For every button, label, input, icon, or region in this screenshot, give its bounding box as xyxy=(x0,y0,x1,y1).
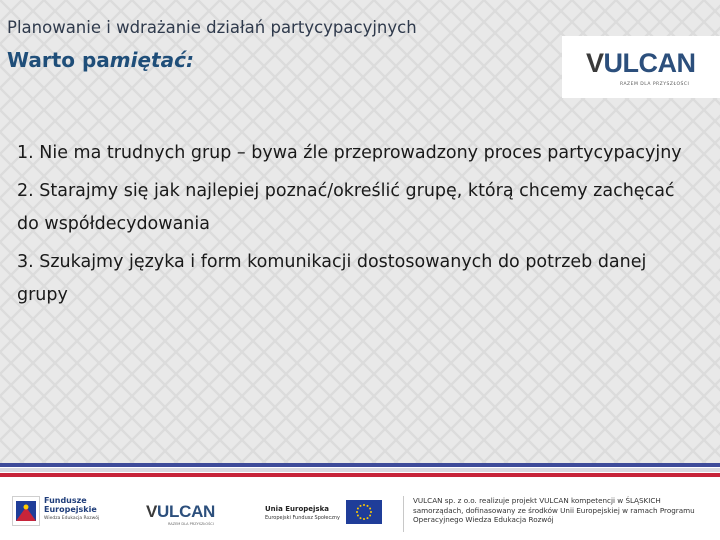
point-2: 2. Starajmy się jak najlepiej poznać/określić grupę, którą chcemy zachęcać do współdecydowania xyxy=(17,181,675,234)
project-note: VULCAN sp. z o.o. realizuje projekt VULCAN kompetencji w ŚLĄSKICH samorządach, dofinasowany ze środków Unii Europejskiej w ramach Programu Operacyjnego Wiedza Edukacja Rozwój xyxy=(413,496,695,524)
point-1: 1. Nie ma trudnych grup – bywa źle przeprowadzony proces partycypacyjny xyxy=(17,143,682,163)
slide-title-italic: miętać: xyxy=(109,48,194,72)
funds-europe-label: Fundusze Europejskie Wiedza Edukacja Rozwój xyxy=(44,496,100,521)
vulcan-logo-tagline: RAZEM DLA PRZYSZŁOŚCI xyxy=(620,82,690,87)
stripe-red xyxy=(0,473,720,477)
footer-stripes xyxy=(0,463,720,480)
point-3: 3. Szukajmy języka i form komunikacji dostosowanych do potrzeb danej grupy xyxy=(17,252,647,305)
vulcan-logo-wordmark: VULCAN xyxy=(586,48,696,78)
footer-vulcan-tagline: RAZEM DLA PRZYSZŁOŚCI xyxy=(168,522,214,526)
funds-europe-icon xyxy=(12,496,40,526)
eu-label: Unia Europejska Europejski Fundusz Społeczny xyxy=(265,505,340,521)
slide-title xyxy=(7,48,194,72)
eu-flag-icon xyxy=(346,500,382,524)
vulcan-logo xyxy=(562,36,720,98)
footer-divider xyxy=(403,496,404,532)
stripe-blue xyxy=(0,463,720,467)
footer-logos xyxy=(0,482,720,540)
footer-vulcan-logo: VULCAN xyxy=(146,502,216,521)
slide-title-plain: Warto pa xyxy=(7,48,110,72)
slide-subtitle: Planowanie i wdrażanie działań partycypacyjnych xyxy=(7,18,417,37)
funds-europe-flag xyxy=(16,501,36,521)
content-list xyxy=(17,137,697,317)
stripe-light xyxy=(0,468,720,472)
